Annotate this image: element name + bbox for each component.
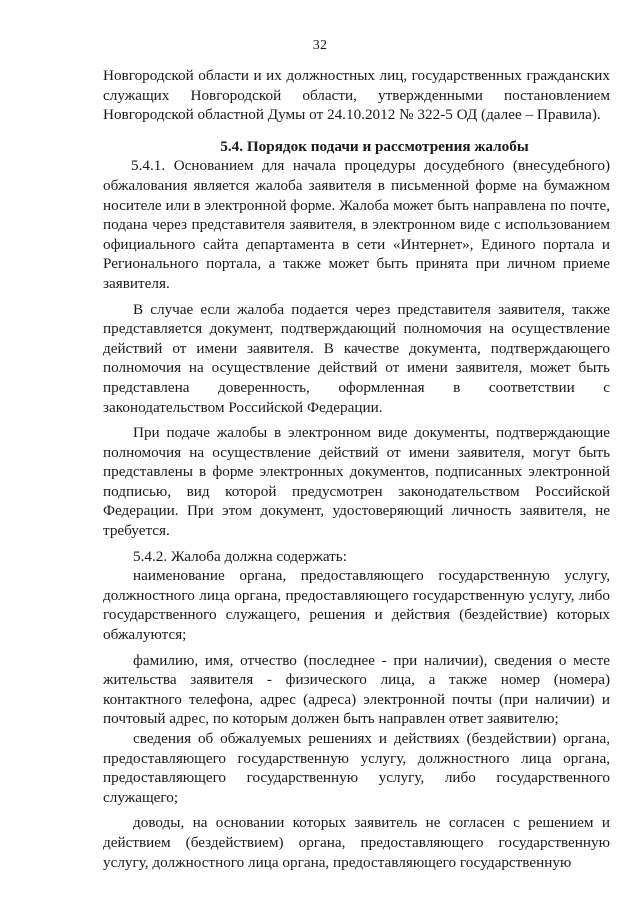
paragraph-5-4-1: 5.4.1. Основанием для начала процедуры досудебного (внесудебного) обжалования является жалоба заявителя в письменной форме на бумажном носителе или в электронной форме. Жалоба может быть направлена по почте, подана через представителя заявителя, в электронном виде с использованием официального сайта департамента в сети «Интернет», Единого портала и Регионального портала, а также может быть принята при личном приеме заявителя. xyxy=(103,157,610,292)
paragraph-5-4-2: 5.4.2. Жалоба должна содержать: xyxy=(133,547,347,565)
list-item-applicant-info: фамилию, имя, отчество (последнее - при наличии), сведения о месте жительства заявителя - физического лица, а также номер (номера) контактного телефона, адрес (адреса) электронной почты (при наличии) и почтовый адрес, по которым должен быть направлен ответ заявителю; xyxy=(103,651,610,728)
list-item-appealed-decisions: сведения об обжалуемых решениях и действиях (бездействии) органа, предоставляющего государственную услугу, должностного лица органа, предоставляющего государственную услугу, либо государственного служащего; xyxy=(103,730,610,806)
intro-paragraph: Новгородской области и их должностных лиц, государственных гражданских служащих Новгородской области, утвержденными постановлением Новгородской областной Думы от 24.10.2012 № 322-5 ОД (далее – Правила). xyxy=(103,67,610,124)
list-item-organ-name: наименование органа, предоставляющего государственную услугу, должностного лица органа, предоставляющего государственную услугу, либо государственного служащего, решения и действия (бездействие) которых обжалуются; xyxy=(103,567,610,644)
document-body xyxy=(103,66,610,872)
paragraph-representative: В случае если жалоба подается через представителя заявителя, также представляется документ, подтверждающий полномочия на осуществление действий от имени заявителя. В качестве документа, подтверждающего полномочия на осуществление действий от имени заявителя, может быть представлена доверенность, оформленная в соответствии с законодательством Российской Федерации. xyxy=(103,300,610,416)
section-heading: 5.4. Порядок подачи и рассмотрения жалобы xyxy=(220,137,529,155)
list-item-arguments: доводы, на основании которых заявитель не согласен с решением и действием (бездействием) органа, предоставляющего государственную услугу, должностного лица органа, предоставляющего государственную xyxy=(103,814,610,871)
paragraph-electronic-submission: При подаче жалобы в электронном виде документы, подтверждающие полномочия на осуществление действий от имени заявителя, могут быть представлены в форме электронных документов, подписанных электронной подписью, вид которой предусмотрен законодательством Российской Федерации. При этом документ, удостоверяющий личность заявителя, не требуется. xyxy=(103,424,610,540)
page-number: 32 xyxy=(312,38,328,53)
